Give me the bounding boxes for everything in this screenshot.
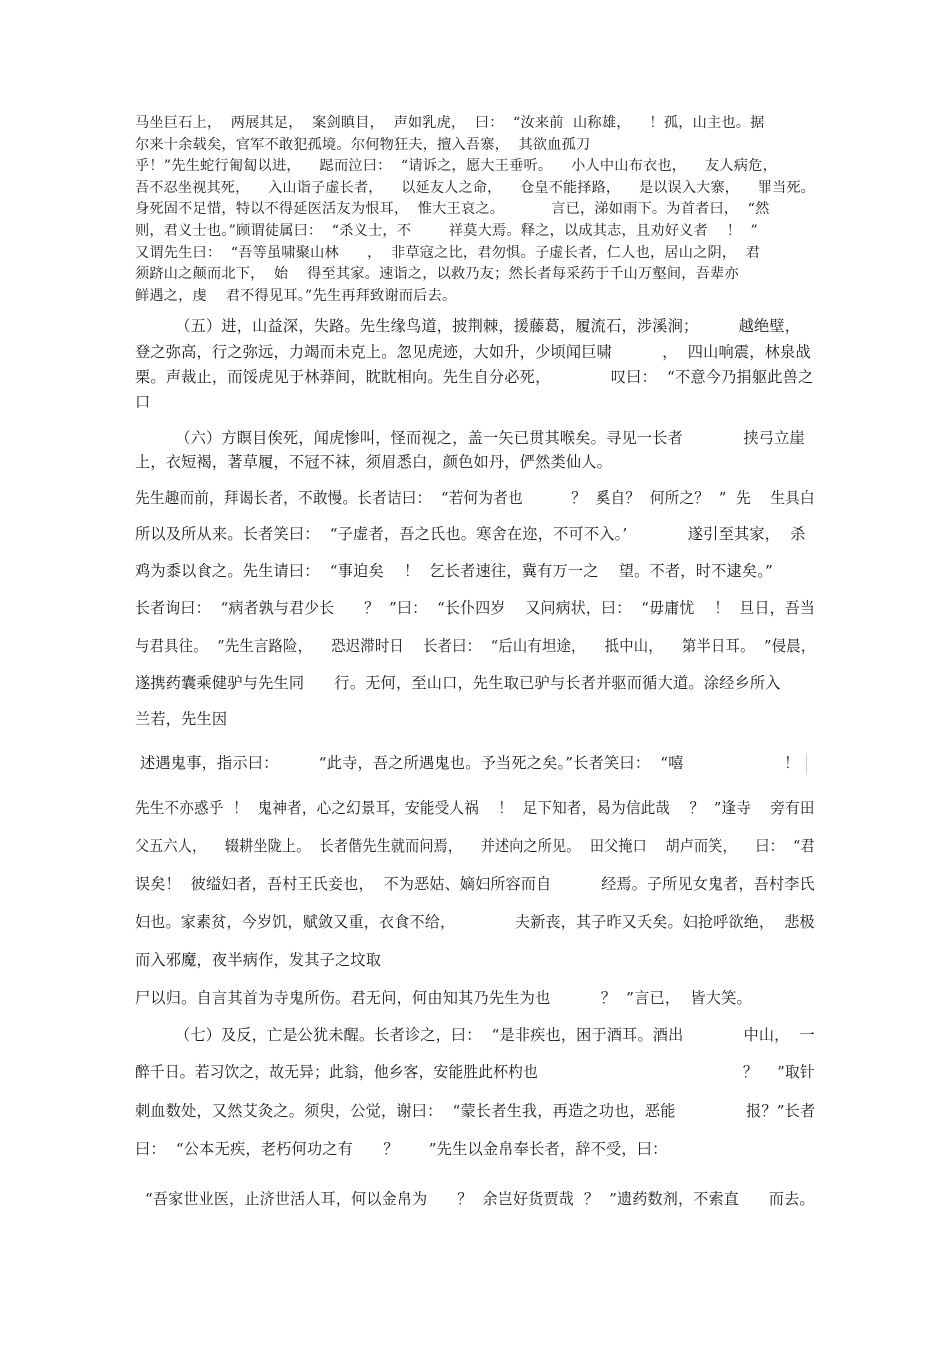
text-line: 与君具往。 ”先生言路险， 恐迟滞时日 长者曰： “后山有坦途， 抵中山， 第半日耳。 ”侵晨， xyxy=(135,637,816,655)
text-line: 而入邪魔，夜半病作，发其子之坟取 xyxy=(135,951,382,969)
text-line: “吾家世业医，止济世活人耳，何以金帛为 ？ 余岂好货贾哉 ？ ”遗药数剂，不索直 而去。 xyxy=(135,1190,815,1208)
text-line: 先生不亦惑乎 ！ 鬼神者，心之幻景耳，安能受人祸 ！ 足下知者，曷为信此哉 ？ ”逢寺 旁有田 xyxy=(135,799,815,817)
text-line: 乎！”先生蛇行匍匐以进， 跽而泣曰： “请诉之，愿大王垂听。 小人中山布衣也， 友人病危， xyxy=(135,158,777,174)
text-line: 尸以归。自言其首为寺鬼所伤。君无问，何由知其乃先生为也 ？ ”言已， 皆大笑。 xyxy=(135,989,752,1007)
text-line: 遂携药囊乘健驴与先生同 行。无何，至山口，先生取已驴与长者并驱而循大道。涂经乡所入 xyxy=(135,674,781,692)
text-line: 兰若，先生因 xyxy=(135,710,228,728)
text-line: 吾不忍坐视其死， 入山诣子虚长者， 以延友人之命， 仓皇不能择路， 是以误入大寨， 罪当死。 xyxy=(135,180,815,196)
text-line: 刺血数处，又然艾灸之。须臾，公觉，谢曰： “蒙长者生我，再造之功也，恶能 报？”长者 xyxy=(135,1102,816,1120)
text-line: 鸡为黍以食之。先生请曰： “事迫矣 ！ 乞长者速往，冀有万一之 望。不者，时不逮矣。” xyxy=(135,562,773,580)
text-line: （六）方瞑目俟死，闻虎惨叫，怪而视之，盖一矢已贯其喉矣。寻见一长者 挟弓立崖 xyxy=(135,429,805,447)
text-line: 误矣！ 彼缢妇者，吾村王氏妾也， 不为恶姑、嫡妇所容而自 经焉。子所见女鬼者，吾村李氏 xyxy=(135,875,815,893)
text-line: 栗。声裁止，而馁虎见于林莽间，眈眈相向。先生自分必死， 叹曰： “不意今乃捐躯此兽之 xyxy=(135,368,814,386)
text-line: 则，君义士也。”顾谓徒属曰： “杀义士，不 祥莫大焉。释之，以成其志，且劝好义者 ！ ” xyxy=(135,223,758,239)
text-line: 长者询曰： “病者孰与君少长 ？ ”曰： “长仆四岁 又问病状，曰： “毋庸忧 ！ 旦日，吾当 xyxy=(135,599,816,617)
text-line: 身死固不足惜，特以不得延医活友为恨耳， 惟大王哀之。 言已，涕如雨下。为首者曰， “然 xyxy=(135,201,770,217)
text-line: 须跻山之颠而北下， 始 得至其家。速诣之，以救乃友；然长者每采药于千山万壑间，吾辈亦 xyxy=(135,266,739,282)
text-line: 述遇鬼事，指示曰： “此寺，吾之所遇鬼也。予当死之矣。”长者笑曰： “嘻 ！ xyxy=(135,754,800,772)
text-line: 上，衣短褐，著草履，不冠不袜，须眉悉白，颜色如丹，俨然类仙人。 xyxy=(135,453,613,471)
text-line: （七）及反，亡是公犹未醒。长者诊之，曰： “是非疾也，困于酒耳。酒出 中山， 一 xyxy=(135,1026,815,1044)
text-line: 口 xyxy=(135,393,151,411)
text-line: 马坐巨石上， 两展其足， 案剑瞋目， 声如乳虎， 曰： “汝来前 山称雄， ！孤，山主也。据 xyxy=(135,115,765,131)
text-line: 先生趣而前，拜谒长者，不敢慢。长者诘曰： “若何为者也 ？ 奚自？ 何所之？ ” 先 生具白 xyxy=(135,489,815,507)
text-line: 鲜遇之，虔 君不得见耳。”先生再拜致谢而后去。 xyxy=(135,288,457,304)
text-line: 曰： “公本无疾，老朽何功之有 ？ ”先生以金帛奉长者，辞不受，曰： xyxy=(135,1140,668,1158)
text-line: 父五六人， 辍耕坐陇上。 长者偕先生就而问焉， 并述向之所见。 田父掩口 胡卢而笑， 曰： “君 xyxy=(135,837,815,855)
text-line: （五）进，山益深，失路。先生缘鸟道，披荆棘，援藤葛，履流石，涉溪涧； 越绝壁， xyxy=(135,317,801,335)
divider xyxy=(806,753,807,775)
text-line: 又谓先生曰： “吾等虽啸聚山林 ， 非草寇之比，君勿惧。子虚长者，仁人也，居山之阴， 君 xyxy=(135,245,761,261)
text-line: 醉千日。若习饮之，故无异；此翁，他乡客，安能胜此杯杓也 ？ ”取针 xyxy=(135,1063,815,1081)
text-line: 尔来十余载矣，官军不敢犯孤境。尔何物狂夫，擅入吾寨， 其欲血孤刀 xyxy=(135,137,591,153)
text-line: 登之弥高，行之弥远，力竭而未克上。忽见虎迹，大如升，少顷闻巨啸 ， 四山响震，林泉战 xyxy=(135,343,811,361)
text-line: 妇也。家素贫，今岁饥，赋敛又重，衣食不给， 夫新丧，其子昨又夭矣。妇抢呼欲绝， 悲极 xyxy=(135,913,815,931)
text-line: 所以及所从来。长者笑曰： “子虚者，吾之氏也。寒舍在迩，不可不入。’ 遂引至其家， 杀 xyxy=(135,525,806,543)
